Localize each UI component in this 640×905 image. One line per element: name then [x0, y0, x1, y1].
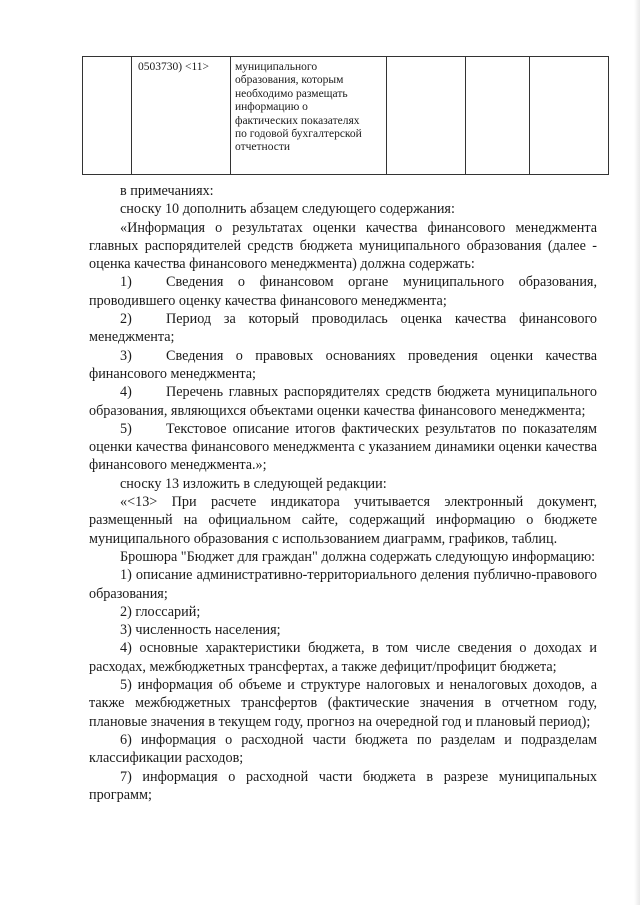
paragraph: сноску 10 дополнить абзацем следующего содержания:: [120, 201, 455, 218]
paragraph: 1) описание административно-территориального деления публично-правового образования;: [89, 567, 597, 602]
paragraph: «<13> При расчете индикатора учитывается электронный документ, размещенный на официальном сайте, содержащий информацию о бюджете муниципального образования с использованием диаграмм, графиков, таблиц.: [89, 494, 597, 547]
description-line: муниципального: [235, 61, 318, 73]
paragraph: 5) информация об объеме и структуре налоговых и неналоговых доходов, а также межбюджетных трансфертов (фактические значения в отчетном году, плановые значения в текущем году, прогноз на очередной год и плановый период);: [89, 677, 597, 730]
list-text: Сведения о финансовом органе муниципального образования, проводившего оценку качества финансового менеджмента;: [89, 274, 597, 309]
list-item: [89, 310, 597, 347]
paragraph: в примечаниях:: [120, 183, 214, 199]
list-text: Период за который проводилась оценка качества финансового менеджмента;: [89, 311, 597, 346]
list-number: 4): [120, 384, 132, 401]
description-line: информацию о: [235, 101, 308, 114]
list-item: [89, 420, 597, 475]
description-line: необходимо размещать: [235, 87, 348, 100]
list-item: [89, 347, 597, 384]
paragraph: 2) глоссарий;: [120, 603, 201, 620]
paragraph: 7) информация о расходной части бюджета в разрезе муниципальных программ;: [89, 768, 597, 803]
description-line: образования, которым: [235, 74, 344, 87]
list-number: 3): [120, 347, 132, 364]
paragraph: 3) численность населения;: [120, 622, 281, 639]
list-number: 1): [120, 274, 132, 291]
description-line: фактических показателях: [235, 114, 360, 127]
table-cell-description: [231, 57, 387, 175]
list-text: Текстовое описание итогов фактических результатов по показателям оценки качества финансового менеджмента с указанием динамики оценки качества финансового менеджмента.»;: [89, 420, 597, 474]
list-item: [89, 383, 597, 420]
table-cell-empty: [530, 57, 609, 175]
table-row: [83, 57, 609, 175]
table-cell-empty: [83, 57, 132, 175]
paragraph: Брошюра "Бюджет для граждан" должна содержать следующую информацию:: [120, 548, 596, 565]
paragraph: 4) основные характеристики бюджета, в том числе сведения о доходах и расходах, межбюджетных трансфертах, а также дефицит/профицит бюджета;: [89, 640, 597, 675]
list-text: Сведения о правовых основаниях проведения оценки качества финансового менеджмента;: [89, 347, 597, 382]
table-cell-empty: [466, 57, 530, 175]
description-line: по годовой бухгалтерской: [235, 128, 362, 141]
list-text: Перечень главных распорядителях средств бюджета муниципального образования, являющихся объектами оценки качества финансового менеджмента;: [89, 384, 597, 419]
paragraph: 6) информация о расходной части бюджета по разделам и подразделам классификации расходов;: [89, 731, 597, 767]
list-item: [89, 273, 597, 310]
scan-edge-shadow: [634, 0, 640, 905]
paragraph: сноску 13 изложить в следующей редакции:: [120, 475, 387, 492]
list-number: 5): [120, 420, 132, 437]
table-cell-code: 0503730) <11>: [132, 57, 231, 175]
list-number: 2): [120, 311, 132, 328]
table-fragment: [82, 56, 609, 175]
description-line: отчетности: [235, 141, 291, 154]
table-cell-empty: [387, 57, 466, 175]
paragraph: «Информация о результатах оценки качества финансового менеджмента главных распорядителей средств бюджета муниципального образования (далее - оценка качества финансового менеджмента) должна содержать:: [89, 219, 597, 273]
document-body: [89, 182, 597, 804]
